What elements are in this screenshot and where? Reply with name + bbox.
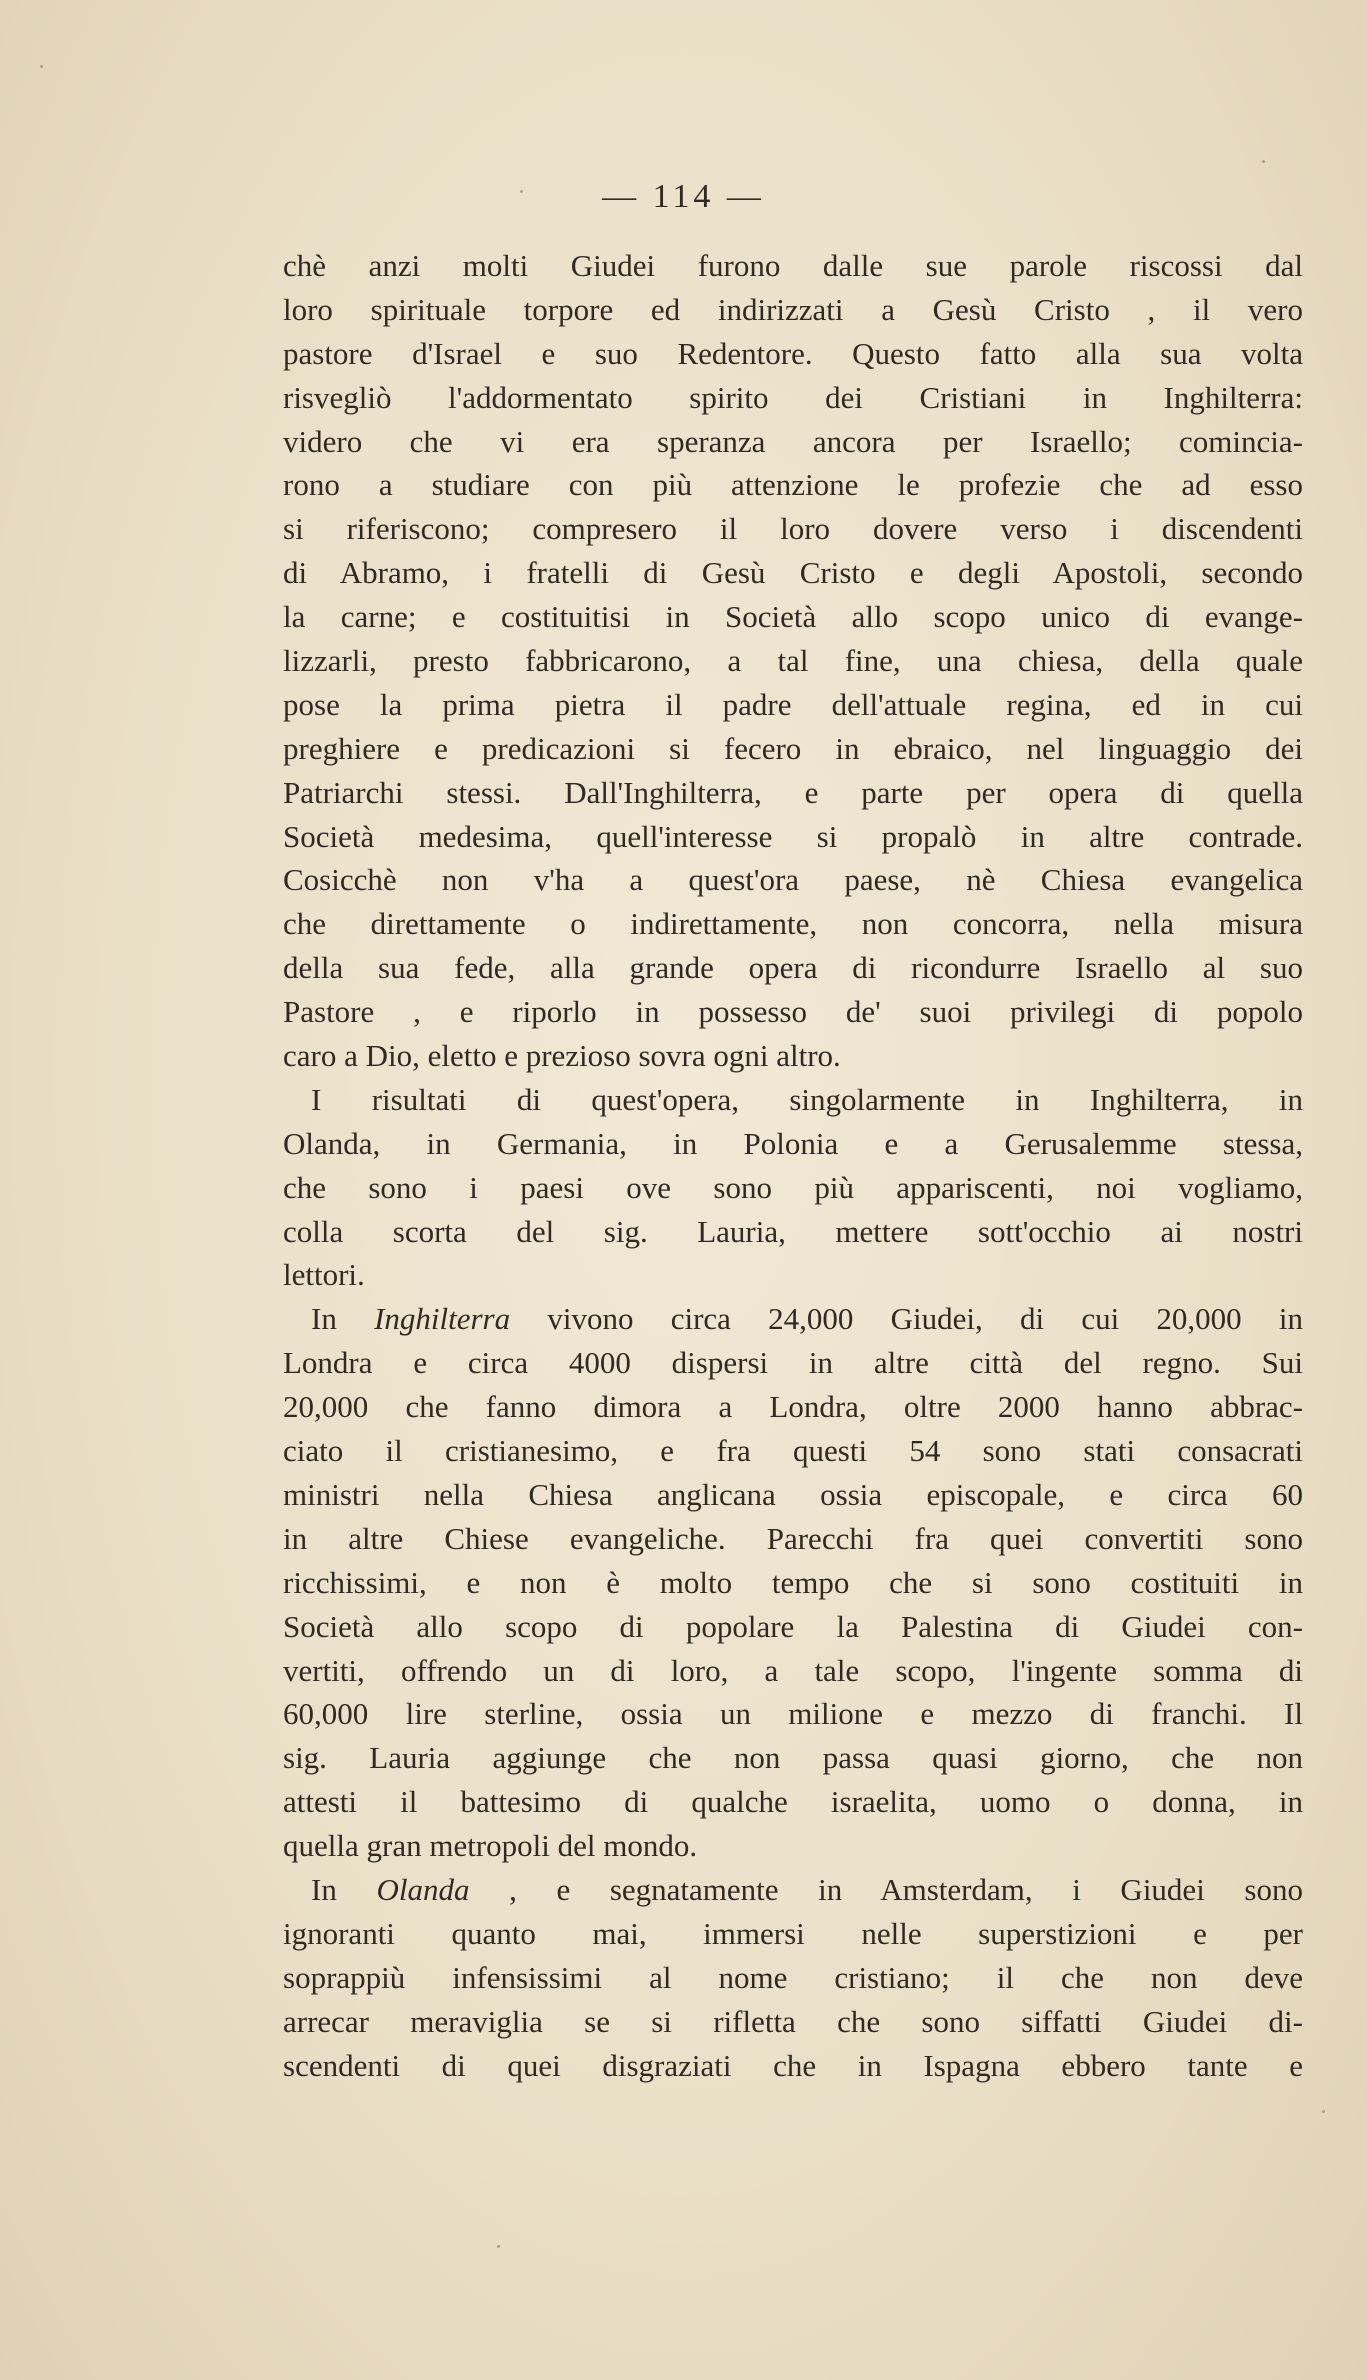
text-line: lizzarli, presto fabbricarono, a tal fine, una chiesa, della quale (283, 643, 1303, 679)
text-run: , e segnatamente in Amsterdam, i Giudei sono (509, 1871, 1303, 1907)
text-line: ricchissimi, e non è molto tempo che si sono costituiti in (283, 1564, 1303, 1600)
paper-speck (497, 2245, 500, 2248)
text-line: ciato il cristianesimo, e fra questi 54 sono stati consacrati (283, 1433, 1303, 1469)
paper-speck (1322, 2110, 1325, 2113)
italic-place-name: Olanda (376, 1871, 470, 1907)
text-line: della sua fede, alla grande opera di ricondurre Israello al suo (283, 950, 1303, 986)
text-line: che sono i paesi ove sono più appariscenti, noi vogliamo, (283, 1169, 1303, 1205)
paragraph-start: I risultati di quest'opera, singolarmente in Inghilterra, in (311, 1081, 1303, 1117)
text-line: Pastore , e riporlo in possesso de' suoi privilegi di popolo (283, 994, 1303, 1030)
text-line: sig. Lauria aggiunge che non passa quasi giorno, che non (283, 1740, 1303, 1776)
text-line: pose la prima pietra il padre dell'attuale regina, ed in cui (283, 686, 1303, 722)
text-line: ignoranti quanto mai, immersi nelle superstizioni e per (283, 1915, 1303, 1951)
text-line: videro che vi era speranza ancora per Israello; comincia- (283, 423, 1303, 459)
text-line: Società medesima, quell'interesse si propalò in altre contrade. (283, 818, 1303, 854)
text-run: vivono circa 24,000 Giudei, di cui 20,000 in (547, 1301, 1304, 1337)
text-run: In (311, 1871, 377, 1907)
text-line: preghiere e predicazioni si fecero in ebraico, nel linguaggio dei (283, 730, 1303, 766)
text-line: la carne; e costituitisi in Società allo scopo unico di evange- (283, 599, 1303, 635)
text-line: Cosicchè non v'ha a quest'ora paese, nè Chiesa evangelica (283, 862, 1303, 898)
paper-speck (40, 65, 43, 68)
text-line: caro a Dio, eletto e prezioso sovra ogni altro. (283, 1038, 841, 1074)
text-line: Olanda, in Germania, in Polonia e a Gerusalemme stessa, (283, 1125, 1303, 1161)
text-line: in altre Chiese evangeliche. Parecchi fra quei convertiti sono (283, 1520, 1303, 1556)
text-line: lettori. (283, 1257, 365, 1293)
text-line: attesti il battesimo di qualche israelita, uomo o donna, in (283, 1784, 1303, 1820)
text-line: Londra e circa 4000 dispersi in altre città del regno. Sui (283, 1345, 1303, 1381)
body-text (283, 244, 1303, 2087)
text-line: di Abramo, i fratelli di Gesù Cristo e degli Apostoli, secondo (283, 555, 1303, 591)
text-line: che direttamente o indirettamente, non concorra, nella misura (283, 906, 1303, 942)
text-line: chè anzi molti Giudei furono dalle sue parole riscossi dal (283, 248, 1303, 283)
text-line: si riferiscono; compresero il loro dovere verso i discendenti (283, 511, 1303, 547)
text-line: ministri nella Chiesa anglicana ossia episcopale, e circa 60 (283, 1476, 1303, 1512)
text-line: Società allo scopo di popolare la Palestina di Giudei con- (283, 1608, 1303, 1644)
italic-place-name: Inghilterra (374, 1301, 511, 1337)
text-line: vertiti, offrendo un di loro, a tale scopo, l'ingente somma di (283, 1652, 1303, 1688)
text-line: scendenti di quei disgraziati che in Ispagna ebbero tante e (283, 2047, 1303, 2083)
text-line: 60,000 lire sterline, ossia un milione e mezzo di franchi. Il (283, 1696, 1303, 1732)
text-line: pastore d'Israel e suo Redentore. Questo fatto alla sua volta (283, 335, 1303, 371)
text-line: loro spirituale torpore ed indirizzati a Gesù Cristo , il vero (283, 291, 1303, 327)
text-line: rono a studiare con più attenzione le profezie che ad esso (283, 467, 1303, 503)
text-line: risvegliò l'addormentato spirito dei Cristiani in Inghilterra: (283, 379, 1303, 415)
text-line: Patriarchi stessi. Dall'Inghilterra, e parte per opera di quella (283, 774, 1303, 810)
text-line: soprappiù infensissimi al nome cristiano; il che non deve (283, 1959, 1303, 1995)
text-line: 20,000 che fanno dimora a Londra, oltre 2000 hanno abbrac- (283, 1389, 1303, 1425)
text-line: colla scorta del sig. Lauria, mettere sott'occhio ai nostri (283, 1213, 1303, 1249)
page-number: — 114 — (602, 178, 765, 215)
text-line: arrecar meraviglia se si rifletta che sono siffatti Giudei di- (283, 2003, 1303, 2039)
text-line: quella gran metropoli del mondo. (283, 1828, 698, 1864)
paper-speck (1262, 160, 1265, 163)
paragraph-start (283, 1868, 1303, 1912)
text-run: In (311, 1301, 375, 1337)
paragraph-start (283, 1297, 1303, 1341)
